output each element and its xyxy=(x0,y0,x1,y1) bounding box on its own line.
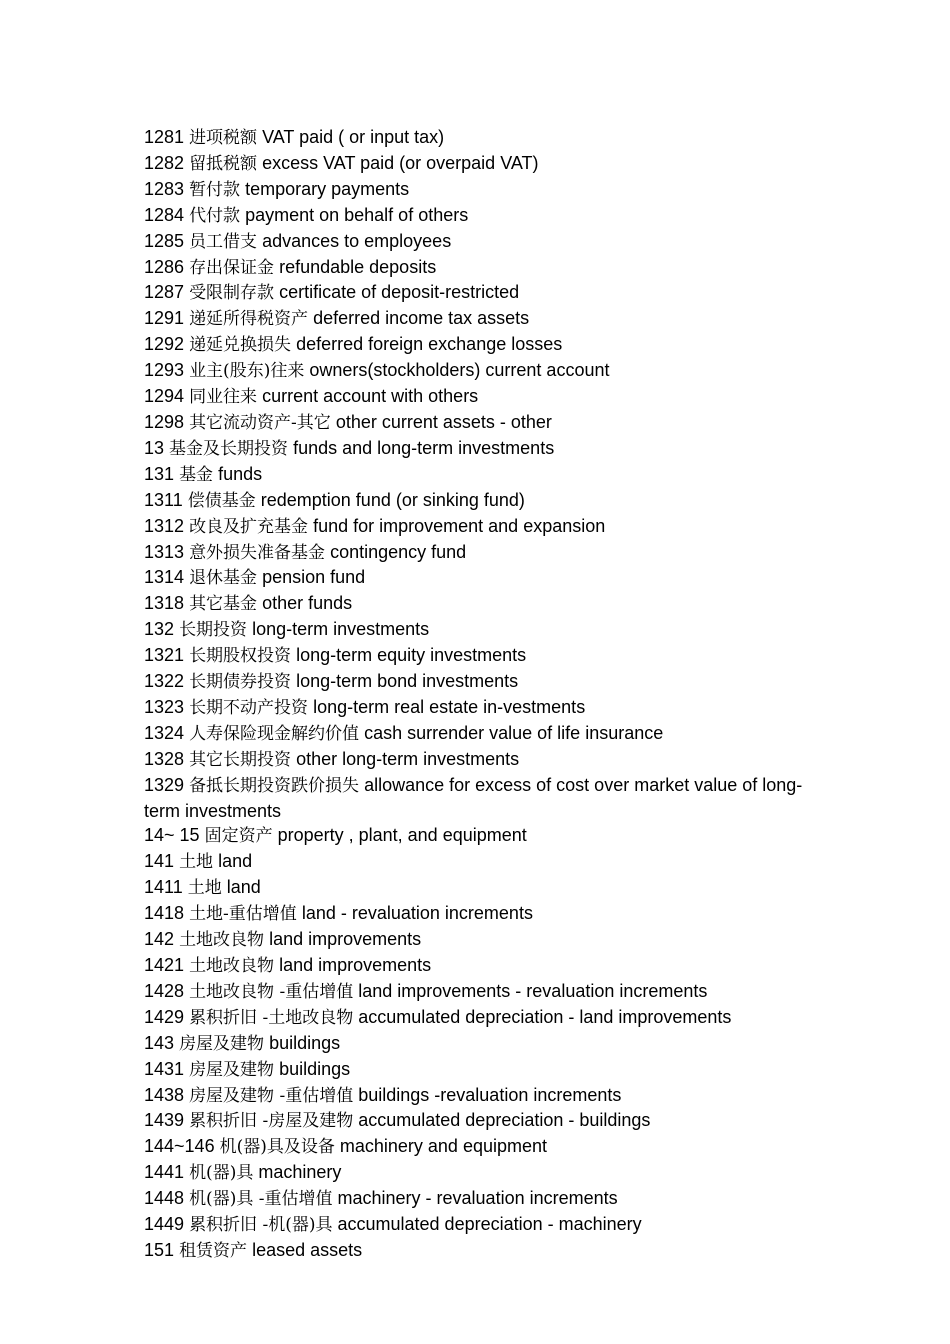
entry-chinese-term: 土地-重估增值 xyxy=(189,904,297,925)
entry-chinese-term: 长期不动产投资 xyxy=(189,697,309,718)
entry-line xyxy=(144,747,804,773)
entry-code: 1431 xyxy=(144,1058,185,1079)
entry-code: 1291 xyxy=(144,308,185,329)
entry-chinese-term: 暂付款 xyxy=(189,179,241,200)
entry-chinese-term: 土地 xyxy=(187,878,222,899)
entry-code: 1286 xyxy=(144,256,185,277)
entry-chinese-term: 留抵税额 xyxy=(189,153,258,174)
entry-line xyxy=(144,953,804,979)
entry-chinese-term: 受限制存款 xyxy=(189,283,275,304)
entry-line xyxy=(144,358,804,384)
entry-line xyxy=(144,384,804,410)
entry-code: 1439 xyxy=(144,1110,185,1131)
entry-line xyxy=(144,514,804,540)
entry-chinese-term: 土地改良物 xyxy=(189,956,275,976)
entry-code: 1418 xyxy=(144,903,185,924)
entry-line xyxy=(144,332,804,358)
entry-line xyxy=(144,1057,804,1083)
entry-chinese-term: 改良及扩充基金 xyxy=(189,516,309,537)
entry-line xyxy=(144,306,804,332)
entry-chinese-term: 累积折旧 -机(器)具 xyxy=(189,1215,333,1236)
entry-line xyxy=(144,410,804,436)
entry-line xyxy=(144,125,804,151)
entry-english-term: advances to employees xyxy=(262,230,452,251)
entry-english-term: land - revaluation increments xyxy=(301,903,533,924)
entry-code: 1284 xyxy=(144,204,185,225)
entry-english-term: redemption fund (or sinking fund) xyxy=(260,489,525,510)
entry-line xyxy=(144,1160,804,1186)
entry-line xyxy=(144,721,804,747)
entry-english-term: leased assets xyxy=(252,1239,363,1260)
entry-chinese-term: 基金及长期投资 xyxy=(169,438,289,459)
entry-english-term: cash surrender value of life insurance xyxy=(364,722,664,743)
entry-code: 1312 xyxy=(144,515,185,536)
entry-chinese-term: 递延兑换损失 xyxy=(189,335,292,356)
entry-line xyxy=(144,280,804,306)
entry-chinese-term: 退休基金 xyxy=(189,568,258,589)
entry-line xyxy=(144,643,804,669)
entry-english-term: long-term real estate in-vestments xyxy=(313,696,586,717)
entry-line xyxy=(144,591,804,617)
entry-code: 142 xyxy=(144,929,175,950)
entry-chinese-term: 租赁资产 xyxy=(179,1240,248,1261)
entry-english-term: VAT paid ( or input tax) xyxy=(262,127,445,147)
entry-line xyxy=(144,255,804,281)
entry-chinese-term: 递延所得税资产 xyxy=(189,309,309,330)
entry-code: 143 xyxy=(144,1032,175,1053)
entry-code: 1438 xyxy=(144,1084,185,1105)
entry-line xyxy=(144,436,804,462)
entry-chinese-term: 长期投资 xyxy=(179,620,248,641)
entry-line xyxy=(144,875,804,901)
entry-code: 1293 xyxy=(144,360,185,381)
entry-chinese-term: 机(器)具 xyxy=(189,1163,254,1184)
entry-code: 1313 xyxy=(144,541,185,562)
entry-code: 1322 xyxy=(144,671,185,692)
entry-chinese-term: 土地改良物 -重估增值 xyxy=(189,981,354,1002)
entry-code: 1285 xyxy=(144,230,185,251)
entry-code: 1314 xyxy=(144,567,185,588)
document-page xyxy=(144,125,804,1264)
entry-code: 132 xyxy=(144,619,175,640)
entry-chinese-term: 房屋及建物 xyxy=(189,1059,275,1080)
entry-chinese-term: 基金 xyxy=(179,464,214,485)
entry-chinese-term: 累积折旧 -房屋及建物 xyxy=(189,1111,354,1132)
entry-chinese-term: 机(器)具及设备 xyxy=(219,1137,335,1158)
entry-english-term: machinery - revaluation increments xyxy=(337,1188,618,1209)
entry-chinese-term: 固定资产 xyxy=(204,826,273,847)
entry-english-term: other funds xyxy=(262,593,353,614)
entry-chinese-term: 意外损失准备基金 xyxy=(189,542,326,563)
entry-line xyxy=(144,1108,804,1134)
entry-line xyxy=(144,540,804,566)
entry-chinese-term: 业主(股东)往来 xyxy=(189,361,305,382)
entry-line xyxy=(144,203,804,229)
entry-chinese-term: 其它流动资产-其它 xyxy=(189,412,331,433)
entry-line xyxy=(144,177,804,203)
entry-chinese-term: 机(器)具 -重估增值 xyxy=(189,1189,333,1210)
entry-line xyxy=(144,1212,804,1238)
entry-english-term: fund for improvement and expansion xyxy=(313,515,606,536)
entry-english-term: deferred foreign exchange losses xyxy=(296,334,563,355)
entry-code: 1428 xyxy=(144,980,185,1001)
entry-english-term: temporary payments xyxy=(245,178,410,199)
entry-english-term: funds xyxy=(218,463,263,484)
entry-chinese-term: 房屋及建物 xyxy=(179,1033,265,1054)
entry-line xyxy=(144,229,804,255)
entry-code: 1411 xyxy=(144,877,183,898)
entry-code: 141 xyxy=(144,851,175,872)
entry-code: 1283 xyxy=(144,178,185,199)
entry-line xyxy=(144,1186,804,1212)
entry-line xyxy=(144,617,804,643)
entry-code: 1321 xyxy=(144,645,185,666)
entry-english-term: other long-term investments xyxy=(296,748,520,769)
entry-chinese-term: 员工借支 xyxy=(189,231,258,252)
entry-chinese-term: 人寿保险现金解约价值 xyxy=(189,723,360,744)
entry-english-term: excess VAT paid (or overpaid VAT) xyxy=(262,152,539,173)
entry-chinese-term: 土地 xyxy=(179,852,214,873)
entry-line xyxy=(144,669,804,695)
entry-english-term: certificate of deposit-restricted xyxy=(279,282,520,303)
entry-code: 1329 xyxy=(144,774,185,795)
entry-english-term: other current assets - other xyxy=(335,411,552,432)
entry-english-term: pension fund xyxy=(262,567,366,588)
entry-code: 1281 xyxy=(144,127,185,147)
entry-code: 1421 xyxy=(144,955,185,975)
entry-line xyxy=(144,979,804,1005)
entry-line xyxy=(144,901,804,927)
entry-chinese-term: 长期股权投资 xyxy=(189,646,292,667)
entry-english-term: property , plant, and equipment xyxy=(277,825,527,846)
entry-english-term: owners(stockholders) current account xyxy=(309,360,610,381)
entry-code: 1328 xyxy=(144,748,185,769)
entry-english-term: long-term bond investments xyxy=(296,671,519,692)
entry-code: 1448 xyxy=(144,1188,185,1209)
entry-english-term: payment on behalf of others xyxy=(245,204,469,225)
entry-line xyxy=(144,849,804,875)
entry-english-term: refundable deposits xyxy=(279,256,437,277)
entry-line xyxy=(144,1134,804,1160)
entry-english-term: allowance for excess of cost over market value of long-term investments xyxy=(144,774,803,821)
entry-english-term: contingency fund xyxy=(330,541,467,562)
entry-english-term: buildings -revaluation increments xyxy=(358,1084,622,1105)
entry-line xyxy=(144,1083,804,1109)
entry-line xyxy=(144,927,804,953)
entry-english-term: accumulated depreciation - buildings xyxy=(358,1110,651,1131)
entry-line xyxy=(144,773,804,824)
entry-english-term: land improvements - revaluation increments xyxy=(358,980,708,1001)
entry-code: 1324 xyxy=(144,722,185,743)
entry-english-term: machinery xyxy=(258,1162,342,1183)
entry-english-term: current account with others xyxy=(262,386,479,407)
entry-line xyxy=(144,462,804,488)
entry-english-term: land improvements xyxy=(279,955,432,975)
entry-code: 1318 xyxy=(144,593,185,614)
entry-chinese-term: 进项税额 xyxy=(189,128,258,148)
entry-line xyxy=(144,823,804,849)
entry-english-term: accumulated depreciation - land improvements xyxy=(358,1006,732,1027)
entry-chinese-term: 其它长期投资 xyxy=(189,749,292,770)
entry-english-term: buildings xyxy=(269,1032,341,1053)
entry-code: 1441 xyxy=(144,1162,185,1183)
entry-chinese-term: 代付款 xyxy=(189,205,241,226)
entry-chinese-term: 累积折旧 -土地改良物 xyxy=(189,1007,354,1028)
entry-code: 144~146 xyxy=(144,1136,215,1157)
entry-code: 131 xyxy=(144,463,175,484)
entry-code: 1311 xyxy=(144,489,183,510)
entry-chinese-term: 存出保证金 xyxy=(189,257,275,278)
entry-line xyxy=(144,151,804,177)
entry-english-term: deferred income tax assets xyxy=(313,308,530,329)
entry-code: 1287 xyxy=(144,282,185,303)
entry-chinese-term: 长期债券投资 xyxy=(189,672,292,693)
entry-english-term: long-term equity investments xyxy=(296,645,527,666)
entry-english-term: funds and long-term investments xyxy=(293,437,555,458)
entry-line xyxy=(144,1005,804,1031)
entry-line xyxy=(144,695,804,721)
entry-code: 1298 xyxy=(144,411,185,432)
entry-code: 1294 xyxy=(144,386,185,407)
entry-line xyxy=(144,565,804,591)
entry-code: 14~ 15 xyxy=(144,825,200,846)
entry-chinese-term: 备抵长期投资跌价损失 xyxy=(189,775,360,796)
entry-chinese-term: 房屋及建物 -重估增值 xyxy=(189,1085,354,1106)
entry-english-term: land improvements xyxy=(269,929,422,950)
entry-code: 1429 xyxy=(144,1006,185,1027)
entry-english-term: buildings xyxy=(279,1058,351,1079)
entry-english-term: land xyxy=(226,877,261,898)
entry-code: 1292 xyxy=(144,334,185,355)
entry-chinese-term: 同业往来 xyxy=(189,387,258,408)
entry-line xyxy=(144,488,804,514)
entry-english-term: long-term investments xyxy=(252,619,430,640)
entry-code: 13 xyxy=(144,437,165,458)
entry-chinese-term: 土地改良物 xyxy=(179,930,265,951)
entry-chinese-term: 偿债基金 xyxy=(187,490,256,511)
entry-line xyxy=(144,1238,804,1264)
entry-english-term: land xyxy=(218,851,253,872)
entry-code: 1282 xyxy=(144,152,185,173)
entry-english-term: machinery and equipment xyxy=(339,1136,547,1157)
entry-english-term: accumulated depreciation - machinery xyxy=(337,1214,642,1235)
entry-code: 1449 xyxy=(144,1214,185,1235)
entry-chinese-term: 其它基金 xyxy=(189,594,258,615)
entry-code: 151 xyxy=(144,1239,175,1260)
entry-line xyxy=(144,1031,804,1057)
entry-code: 1323 xyxy=(144,696,185,717)
